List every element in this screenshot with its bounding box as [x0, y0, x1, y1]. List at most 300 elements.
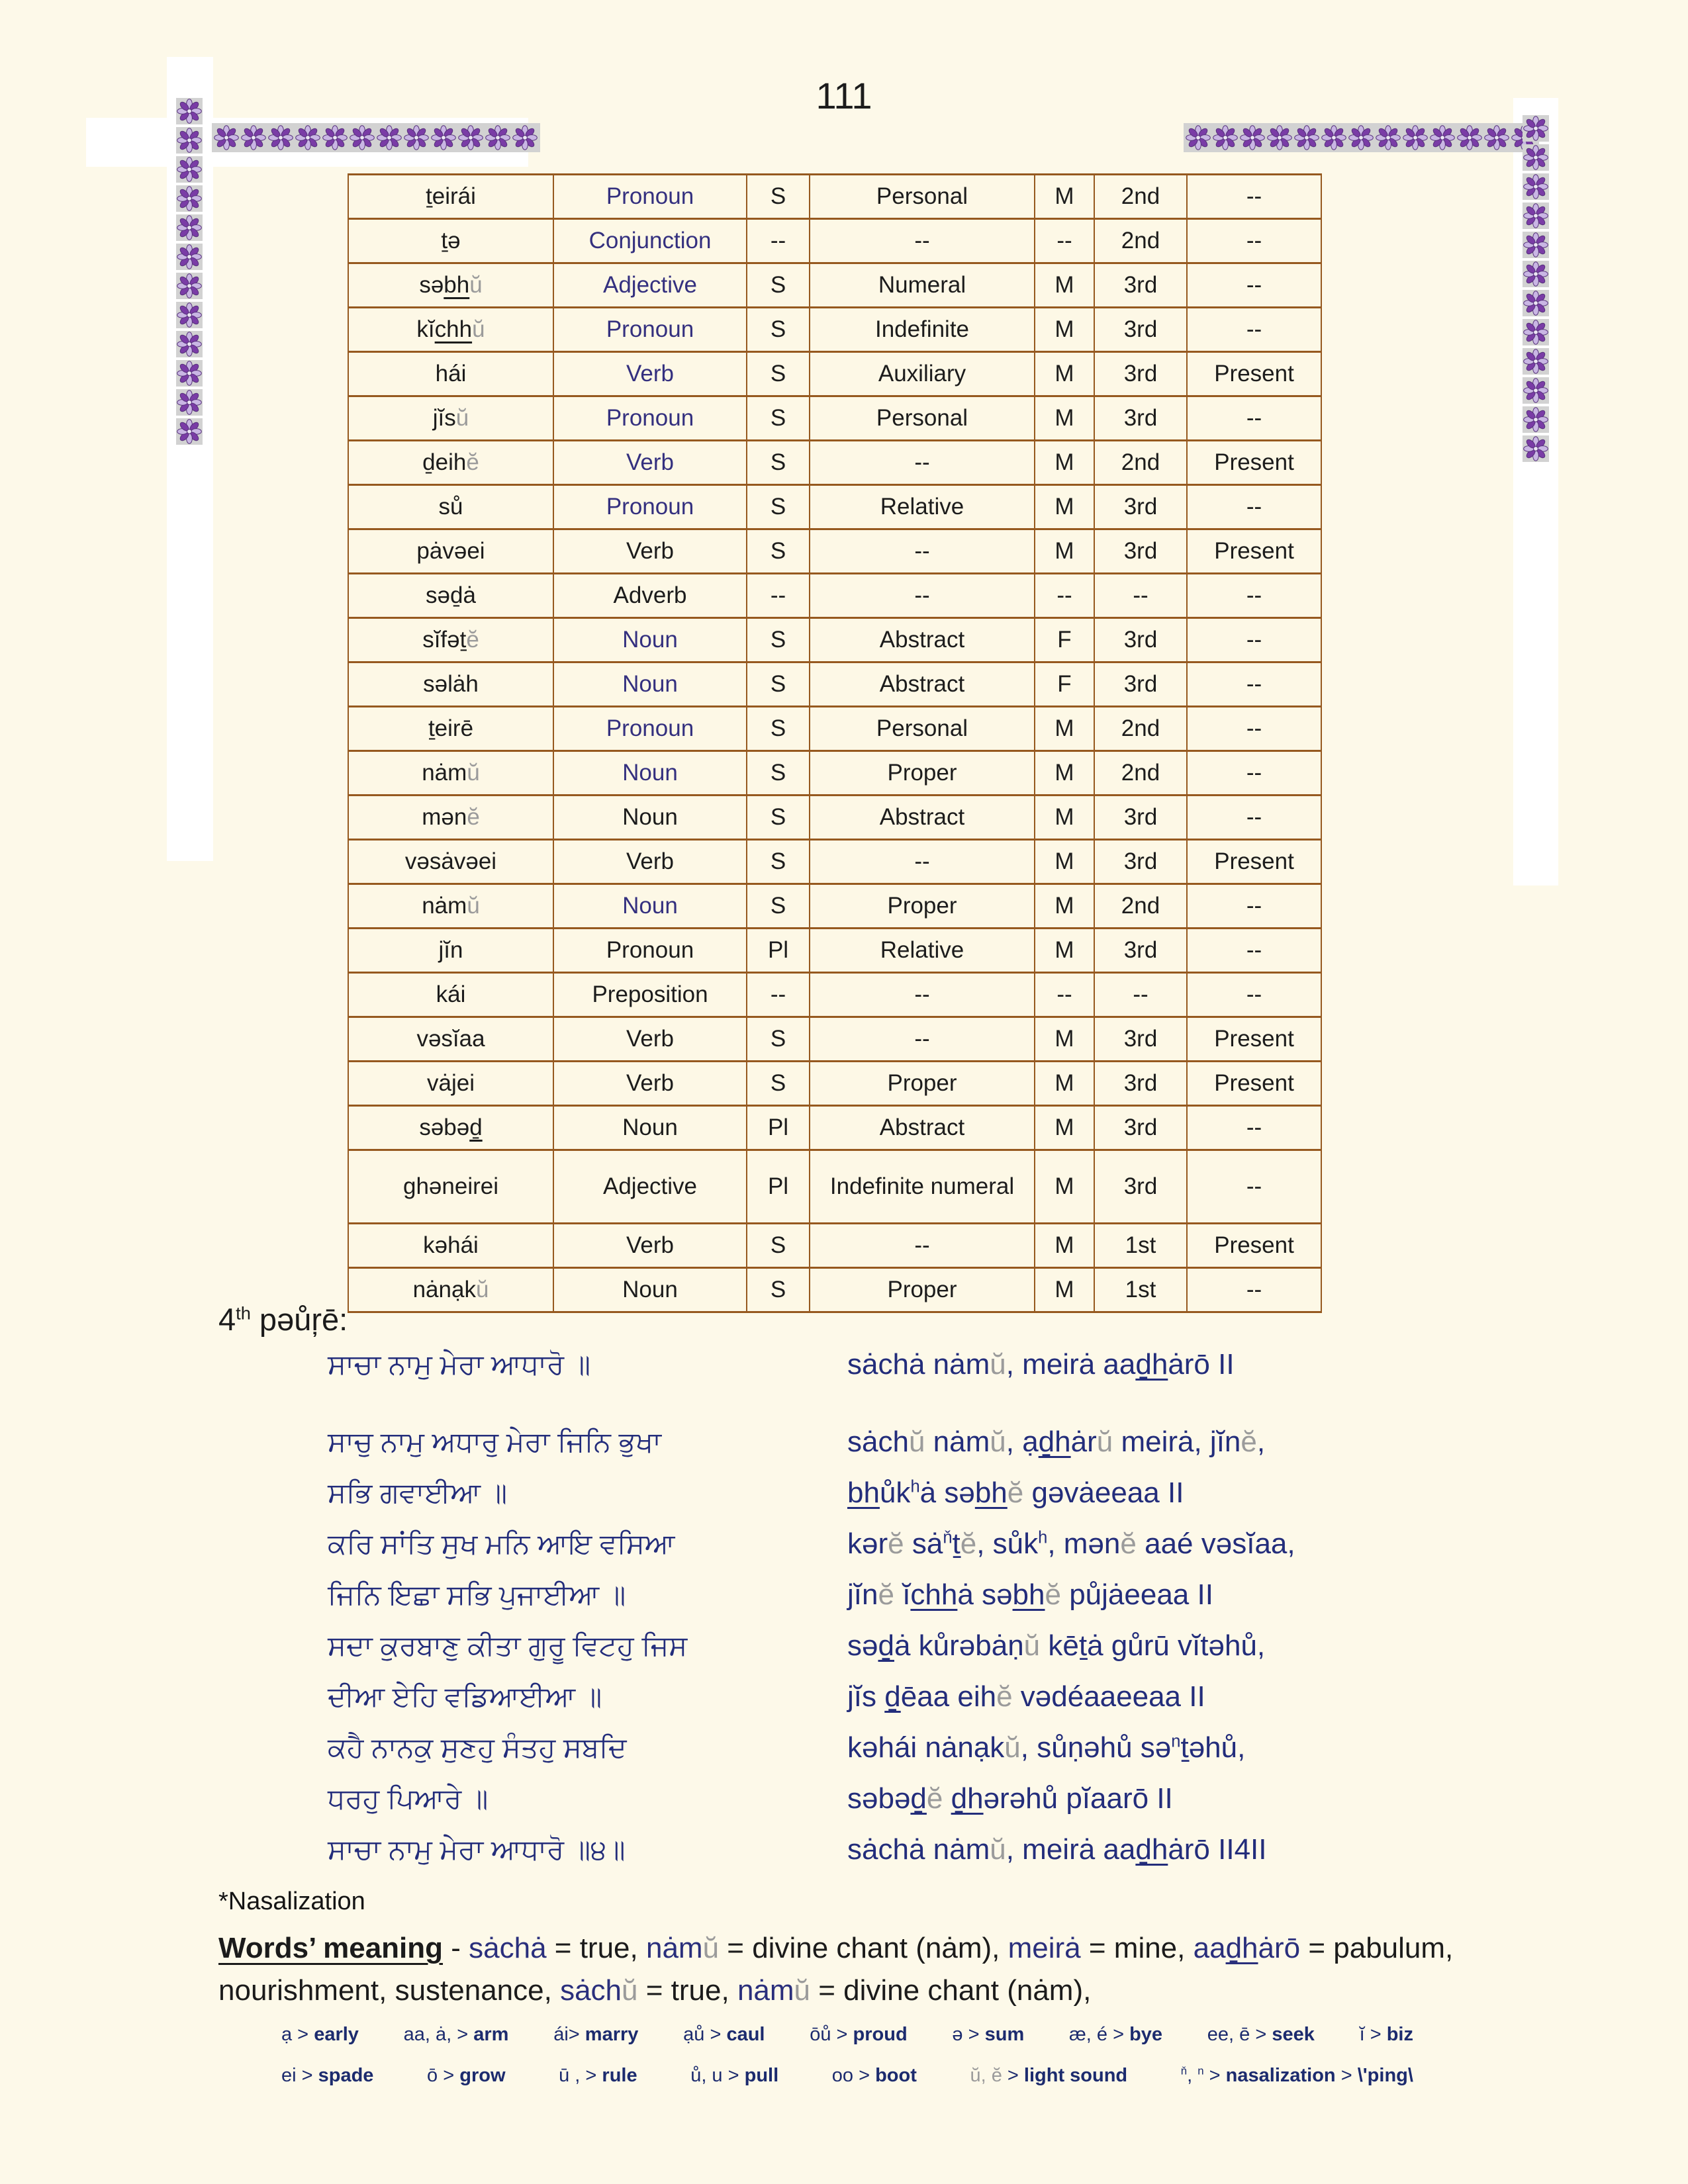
transliteration-line: bhůk$^h$ȧ səbhĕ gəvȧeeaa II	[847, 1477, 1184, 1509]
part-of-speech-cell: Verb	[553, 352, 747, 396]
word-cell: hái	[348, 352, 553, 396]
gender-cell: M	[1035, 1017, 1094, 1062]
number-cell: --	[747, 574, 810, 618]
type-cell: Numeral	[810, 263, 1035, 308]
verse-row	[328, 1426, 1400, 1477]
part-of-speech-cell: Pronoun	[553, 308, 747, 352]
gender-cell: F	[1035, 618, 1094, 662]
flower-icon	[176, 127, 203, 154]
flower-icon	[176, 389, 203, 416]
legend-item: ạ > early	[281, 2024, 359, 2045]
part-of-speech-cell: Preposition	[553, 973, 747, 1017]
flower-icon	[322, 124, 348, 151]
table-row	[348, 618, 1321, 662]
word-cell: sĭfəṯĕ	[348, 618, 553, 662]
table-row	[348, 707, 1321, 751]
transliteration-line: sȧchȧ nȧmŭ, meirȧ aaḏhȧrō II	[847, 1348, 1235, 1381]
tense-cell: --	[1187, 396, 1321, 441]
table-row	[348, 662, 1321, 707]
flower-icon	[267, 124, 294, 151]
number-cell: S	[747, 263, 810, 308]
person-cell: 3rd	[1094, 840, 1187, 884]
table-row	[348, 219, 1321, 263]
table-row	[348, 973, 1321, 1017]
flower-icon	[1523, 406, 1549, 433]
type-cell: --	[810, 219, 1035, 263]
gurmukhi-line: ਸਾਚਾ ਨਾਮੁ ਮੇਰਾ ਆਧਾਰੋ ॥	[328, 1349, 591, 1380]
transliteration-line: sȧchȧ nȧmŭ, meirȧ aaḏhȧrō II4II	[847, 1833, 1267, 1866]
number-cell: S	[747, 840, 810, 884]
word-cell: kĭchhŭ	[348, 308, 553, 352]
transliteration-line: kərĕ $sȧ^ňṯĕ$, sůk$^h$, mənĕ aaé vəsĭaa,	[847, 1527, 1295, 1560]
flower-icon	[1185, 124, 1211, 151]
table-row	[348, 529, 1321, 574]
part-of-speech-cell: Noun	[553, 796, 747, 840]
pronunciation-legend-row-1	[281, 2024, 1413, 2046]
flower-icon	[1483, 124, 1510, 151]
words-meaning-paragraph: Words’ meaning - sȧchȧ = true, nȧmŭ = divine chant (nȧm), meirȧ = mine, aaḏhȧrō = pabulum, nourishment, sustenance, sȧchŭ = true, nȧmŭ = divine chant (nȧm),	[218, 1932, 1454, 2007]
number-cell: Pl	[747, 929, 810, 973]
table-row	[348, 1017, 1321, 1062]
tense-cell: --	[1187, 175, 1321, 219]
person-cell: 3rd	[1094, 263, 1187, 308]
flower-icon	[457, 124, 484, 151]
part-of-speech-cell: Verb	[553, 441, 747, 485]
ornament-column-left	[176, 98, 203, 447]
table-row	[348, 352, 1321, 396]
word-cell: səbəḏ	[348, 1106, 553, 1150]
type-cell: Abstract	[810, 796, 1035, 840]
word-cell: səḏȧ	[348, 574, 553, 618]
table-row	[348, 1106, 1321, 1150]
type-cell: Abstract	[810, 1106, 1035, 1150]
word-cell: ḏeihĕ	[348, 441, 553, 485]
tense-cell: Present	[1187, 441, 1321, 485]
flower-icon	[430, 124, 457, 151]
flower-icon	[176, 331, 203, 357]
number-cell: S	[747, 175, 810, 219]
person-cell: 3rd	[1094, 929, 1187, 973]
number-cell: S	[747, 1017, 810, 1062]
number-cell: S	[747, 662, 810, 707]
legend-item: aa, ȧ, > arm	[403, 2024, 509, 2045]
part-of-speech-cell: Pronoun	[553, 485, 747, 529]
flower-icon	[176, 418, 203, 445]
word-cell: jĭsŭ	[348, 396, 553, 441]
grammar-table	[348, 173, 1322, 1313]
tense-cell: --	[1187, 929, 1321, 973]
ornament-row-top-right	[1184, 123, 1539, 152]
tense-cell: --	[1187, 1268, 1321, 1312]
ornament-column-right	[1523, 115, 1549, 465]
tense-cell: --	[1187, 308, 1321, 352]
nasalization-note: *Nasalization	[218, 1888, 365, 1915]
number-cell: S	[747, 707, 810, 751]
gurmukhi-line: ਜਿਨਿ ਇਛਾ ਸਭਿ ਪੁਜਾਈਆ ॥	[328, 1579, 626, 1610]
part-of-speech-cell: Adjective	[553, 1150, 747, 1224]
verse-row	[328, 1528, 1400, 1579]
table-row	[348, 1224, 1321, 1268]
word-cell: nȧnạkŭ	[348, 1268, 553, 1312]
type-cell: Indefinite	[810, 308, 1035, 352]
tense-cell: --	[1187, 618, 1321, 662]
person-cell: 2nd	[1094, 884, 1187, 929]
part-of-speech-cell: Pronoun	[553, 175, 747, 219]
word-cell: mənĕ	[348, 796, 553, 840]
legend-item: ee, ē > seek	[1207, 2024, 1315, 2045]
legend-item: ů, u > pull	[690, 2065, 779, 2086]
part-of-speech-cell: Adverb	[553, 574, 747, 618]
word-cell: ghəneirei	[348, 1150, 553, 1224]
legend-item: oo > boot	[831, 2065, 917, 2086]
gender-cell: --	[1035, 219, 1094, 263]
word-cell: vȧjei	[348, 1062, 553, 1106]
flower-icon	[295, 124, 321, 151]
gender-cell: M	[1035, 1268, 1094, 1312]
type-cell: --	[810, 1224, 1035, 1268]
person-cell: 3rd	[1094, 485, 1187, 529]
gender-cell: M	[1035, 929, 1094, 973]
number-cell: S	[747, 1062, 810, 1106]
gender-cell: M	[1035, 707, 1094, 751]
word-cell: ṯeirái	[348, 175, 553, 219]
flower-icon	[1523, 232, 1549, 258]
table-row	[348, 929, 1321, 973]
flower-icon	[1429, 124, 1456, 151]
tense-cell: Present	[1187, 1062, 1321, 1106]
part-of-speech-cell: Noun	[553, 662, 747, 707]
transliteration-line: səḏȧ kůrəbȧṇŭ kēṯȧ gůrū vĭtəhů,	[847, 1629, 1266, 1662]
flower-icon	[1523, 203, 1549, 229]
person-cell: 3rd	[1094, 1017, 1187, 1062]
person-cell: 1st	[1094, 1268, 1187, 1312]
gender-cell: M	[1035, 485, 1094, 529]
gender-cell: M	[1035, 175, 1094, 219]
table-row	[348, 751, 1321, 796]
verse-row	[328, 1681, 1400, 1732]
part-of-speech-cell: Adjective	[553, 263, 747, 308]
part-of-speech-cell: Noun	[553, 751, 747, 796]
gender-cell: M	[1035, 1150, 1094, 1224]
table-row	[348, 263, 1321, 308]
type-cell: Proper	[810, 884, 1035, 929]
tense-cell: --	[1187, 884, 1321, 929]
part-of-speech-cell: Verb	[553, 529, 747, 574]
flower-icon	[403, 124, 430, 151]
flower-icon	[1321, 124, 1347, 151]
part-of-speech-cell: Verb	[553, 1017, 747, 1062]
flower-icon	[1293, 124, 1320, 151]
gurmukhi-line: ਸਾਚਾ ਨਾਮੁ ਮੇਰਾ ਆਧਾਰੋ ॥੪॥	[328, 1834, 626, 1865]
gender-cell: M	[1035, 352, 1094, 396]
person-cell: 2nd	[1094, 751, 1187, 796]
legend-item: ōů > proud	[810, 2024, 908, 2045]
table-row	[348, 796, 1321, 840]
number-cell: --	[747, 219, 810, 263]
flower-icon	[176, 273, 203, 299]
tense-cell: Present	[1187, 1017, 1321, 1062]
transliteration-line: səbəḏĕ ḏhərəhů pĭaarō II	[847, 1782, 1173, 1815]
type-cell: Personal	[810, 175, 1035, 219]
type-cell: Abstract	[810, 618, 1035, 662]
type-cell: Personal	[810, 707, 1035, 751]
word-cell: kái	[348, 973, 553, 1017]
flower-icon	[1239, 124, 1266, 151]
type-cell: Relative	[810, 485, 1035, 529]
tense-cell: --	[1187, 751, 1321, 796]
word-cell: səlȧh	[348, 662, 553, 707]
number-cell: S	[747, 618, 810, 662]
word-cell: ṯeirē	[348, 707, 553, 751]
legend-item: ū , > rule	[559, 2065, 637, 2086]
flower-icon	[1523, 435, 1549, 462]
person-cell: 3rd	[1094, 352, 1187, 396]
legend-item: ĭ > biz	[1359, 2024, 1413, 2045]
gender-cell: M	[1035, 840, 1094, 884]
gurmukhi-line: ਸਾਚੁ ਨਾਮੁ ਅਧਾਰੁ ਮੇਰਾ ਜਿਨਿ ਭੁਖਾ	[328, 1426, 661, 1457]
flower-icon	[1375, 124, 1401, 151]
gender-cell: M	[1035, 884, 1094, 929]
flower-icon	[176, 302, 203, 328]
person-cell: 3rd	[1094, 308, 1187, 352]
flower-icon	[1523, 290, 1549, 316]
word-cell: kəhái	[348, 1224, 553, 1268]
tense-cell: --	[1187, 796, 1321, 840]
legend-item: ei > spade	[281, 2065, 374, 2086]
table-row	[348, 574, 1321, 618]
flower-icon	[1523, 173, 1549, 200]
gender-cell: --	[1035, 574, 1094, 618]
person-cell: 2nd	[1094, 219, 1187, 263]
type-cell: --	[810, 529, 1035, 574]
word-cell: ṯə	[348, 219, 553, 263]
gender-cell: M	[1035, 308, 1094, 352]
gender-cell: F	[1035, 662, 1094, 707]
tense-cell: --	[1187, 973, 1321, 1017]
word-cell: sů	[348, 485, 553, 529]
verse-row	[328, 1783, 1400, 1834]
flower-icon	[1402, 124, 1429, 151]
part-of-speech-cell: Verb	[553, 1062, 747, 1106]
word-cell: nȧmŭ	[348, 884, 553, 929]
legend-item: $^ň$, $^n$ > nasalization > \'ping\	[1180, 2064, 1413, 2086]
gender-cell: M	[1035, 1062, 1094, 1106]
flower-icon	[1266, 124, 1293, 151]
number-cell: Pl	[747, 1150, 810, 1224]
table-row	[348, 1150, 1321, 1224]
part-of-speech-cell: Pronoun	[553, 707, 747, 751]
legend-item: ạů > caul	[683, 2024, 765, 2045]
tense-cell: --	[1187, 219, 1321, 263]
legend-item: ái> marry	[553, 2024, 639, 2045]
tense-cell: Present	[1187, 840, 1321, 884]
tense-cell: --	[1187, 574, 1321, 618]
flower-icon	[1523, 144, 1549, 171]
transliteration-line: sȧchŭ nȧmŭ, ạḏhȧrŭ meirȧ, jĭnĕ,	[847, 1426, 1266, 1458]
tense-cell: --	[1187, 707, 1321, 751]
verse-row	[328, 1834, 1400, 1885]
part-of-speech-cell: Conjunction	[553, 219, 747, 263]
gender-cell: M	[1035, 529, 1094, 574]
tense-cell: --	[1187, 1106, 1321, 1150]
gurmukhi-line: ਕਹੈ ਨਾਨਕੁ ਸੁਣਹੁ ਸੰਤਹੁ ਸਬਦਿ	[328, 1732, 627, 1763]
word-cell: vəsȧvəei	[348, 840, 553, 884]
number-cell: S	[747, 884, 810, 929]
person-cell: 2nd	[1094, 441, 1187, 485]
part-of-speech-cell: Noun	[553, 884, 747, 929]
word-cell: vəsĭaa	[348, 1017, 553, 1062]
part-of-speech-cell: Verb	[553, 1224, 747, 1268]
table-row	[348, 884, 1321, 929]
flower-icon	[1523, 348, 1549, 375]
gender-cell: M	[1035, 1106, 1094, 1150]
type-cell: Indefinite numeral	[810, 1150, 1035, 1224]
person-cell: 2nd	[1094, 175, 1187, 219]
gurmukhi-line: ਕਰਿ ਸਾਂਤਿ ਸੁਖ ਮਨਿ ਆਇ ਵਸਿਆ	[328, 1528, 675, 1559]
tense-cell: --	[1187, 485, 1321, 529]
gender-cell: M	[1035, 441, 1094, 485]
flower-icon	[1523, 319, 1549, 345]
verse-block	[328, 1349, 1400, 1885]
verse-row	[328, 1732, 1400, 1783]
flower-icon	[176, 214, 203, 241]
flower-icon	[240, 124, 267, 151]
number-cell: S	[747, 751, 810, 796]
flower-icon	[512, 124, 538, 151]
pronunciation-legend-row-2	[281, 2065, 1413, 2087]
type-cell: Proper	[810, 1062, 1035, 1106]
verse-row	[328, 1477, 1400, 1528]
verse-row	[328, 1349, 1400, 1400]
person-cell: 3rd	[1094, 396, 1187, 441]
flower-icon	[1523, 115, 1549, 142]
number-cell: Pl	[747, 1106, 810, 1150]
tense-cell: Present	[1187, 1224, 1321, 1268]
flower-icon	[176, 360, 203, 387]
table-row	[348, 308, 1321, 352]
type-cell: Auxiliary	[810, 352, 1035, 396]
ornament-row-top-left	[212, 123, 540, 152]
flower-icon	[213, 124, 240, 151]
number-cell: S	[747, 485, 810, 529]
table-row	[348, 396, 1321, 441]
part-of-speech-cell: Pronoun	[553, 396, 747, 441]
table-row	[348, 441, 1321, 485]
person-cell: 3rd	[1094, 529, 1187, 574]
type-cell: Relative	[810, 929, 1035, 973]
gurmukhi-line: ਸਭਿ ਗਵਾਈਆ ॥	[328, 1477, 508, 1508]
person-cell: 1st	[1094, 1224, 1187, 1268]
part-of-speech-cell: Pronoun	[553, 929, 747, 973]
person-cell: --	[1094, 574, 1187, 618]
verse-row	[328, 1630, 1400, 1681]
number-cell: S	[747, 1224, 810, 1268]
gurmukhi-line: ਧਰਹੁ ਪਿਆਰੇ ॥	[328, 1783, 489, 1814]
person-cell: 3rd	[1094, 1106, 1187, 1150]
person-cell: 2nd	[1094, 707, 1187, 751]
flower-icon	[485, 124, 511, 151]
legend-item: ō > grow	[427, 2065, 506, 2086]
gender-cell: M	[1035, 396, 1094, 441]
transliteration-line: kəhái nȧnạkŭ, sůṇəhů sə$^n$ṯəhů,	[847, 1731, 1246, 1764]
gender-cell: M	[1035, 263, 1094, 308]
table-row	[348, 1062, 1321, 1106]
gender-cell: M	[1035, 1224, 1094, 1268]
gurmukhi-line: ਸਦਾ ਕੁਰਬਾਣੁ ਕੀਤਾ ਗੁਰੂ ਵਿਟਹੁ ਜਿਸ	[328, 1630, 688, 1661]
type-cell: Personal	[810, 396, 1035, 441]
number-cell: --	[747, 973, 810, 1017]
part-of-speech-cell: Noun	[553, 1106, 747, 1150]
flower-icon	[1348, 124, 1374, 151]
flower-icon	[349, 124, 375, 151]
tense-cell: --	[1187, 662, 1321, 707]
word-cell: jĭn	[348, 929, 553, 973]
flower-icon	[1523, 377, 1549, 404]
part-of-speech-cell: Noun	[553, 1268, 747, 1312]
table-row	[348, 1268, 1321, 1312]
page-number: 111	[816, 75, 872, 116]
legend-item: ŭ, ĕ > light sound	[970, 2065, 1128, 2086]
number-cell: S	[747, 441, 810, 485]
flower-icon	[1523, 261, 1549, 287]
legend-item: ə > sum	[952, 2024, 1025, 2045]
part-of-speech-cell: Verb	[553, 840, 747, 884]
person-cell: 3rd	[1094, 1150, 1187, 1224]
tense-cell: Present	[1187, 529, 1321, 574]
gender-cell: M	[1035, 796, 1094, 840]
transliteration-line: jĭs ḏēaa eihĕ vədéaaeeaa II	[847, 1680, 1205, 1713]
type-cell: --	[810, 1017, 1035, 1062]
number-cell: S	[747, 352, 810, 396]
table-row	[348, 485, 1321, 529]
legend-item: æ, é > bye	[1068, 2024, 1163, 2045]
person-cell: 3rd	[1094, 796, 1187, 840]
flower-icon	[376, 124, 402, 151]
type-cell: Proper	[810, 751, 1035, 796]
type-cell: Abstract	[810, 662, 1035, 707]
gender-cell: --	[1035, 973, 1094, 1017]
person-cell: 3rd	[1094, 1062, 1187, 1106]
gurmukhi-line: ਦੀਆ ਏਹਿ ਵਡਿਆਈਆ ॥	[328, 1681, 602, 1712]
type-cell: --	[810, 840, 1035, 884]
part-of-speech-cell: Noun	[553, 618, 747, 662]
word-cell: pȧvəei	[348, 529, 553, 574]
pauri-heading: 4th pəůŗē:	[218, 1302, 348, 1337]
table-row	[348, 840, 1321, 884]
person-cell: 3rd	[1094, 662, 1187, 707]
flower-icon	[176, 244, 203, 270]
tense-cell: --	[1187, 263, 1321, 308]
flower-icon	[1456, 124, 1483, 151]
number-cell: S	[747, 1268, 810, 1312]
person-cell: --	[1094, 973, 1187, 1017]
transliteration-line: jĭnĕ ĭchhȧ səbhĕ půjȧeeaa II	[847, 1578, 1213, 1611]
type-cell: --	[810, 574, 1035, 618]
verse-row	[328, 1579, 1400, 1630]
type-cell: --	[810, 973, 1035, 1017]
type-cell: --	[810, 441, 1035, 485]
person-cell: 3rd	[1094, 618, 1187, 662]
number-cell: S	[747, 796, 810, 840]
type-cell: Proper	[810, 1268, 1035, 1312]
tense-cell: --	[1187, 1150, 1321, 1224]
table-row	[348, 175, 1321, 219]
flower-icon	[176, 156, 203, 183]
number-cell: S	[747, 529, 810, 574]
flower-icon	[1212, 124, 1239, 151]
number-cell: S	[747, 396, 810, 441]
word-cell: səbhŭ	[348, 263, 553, 308]
